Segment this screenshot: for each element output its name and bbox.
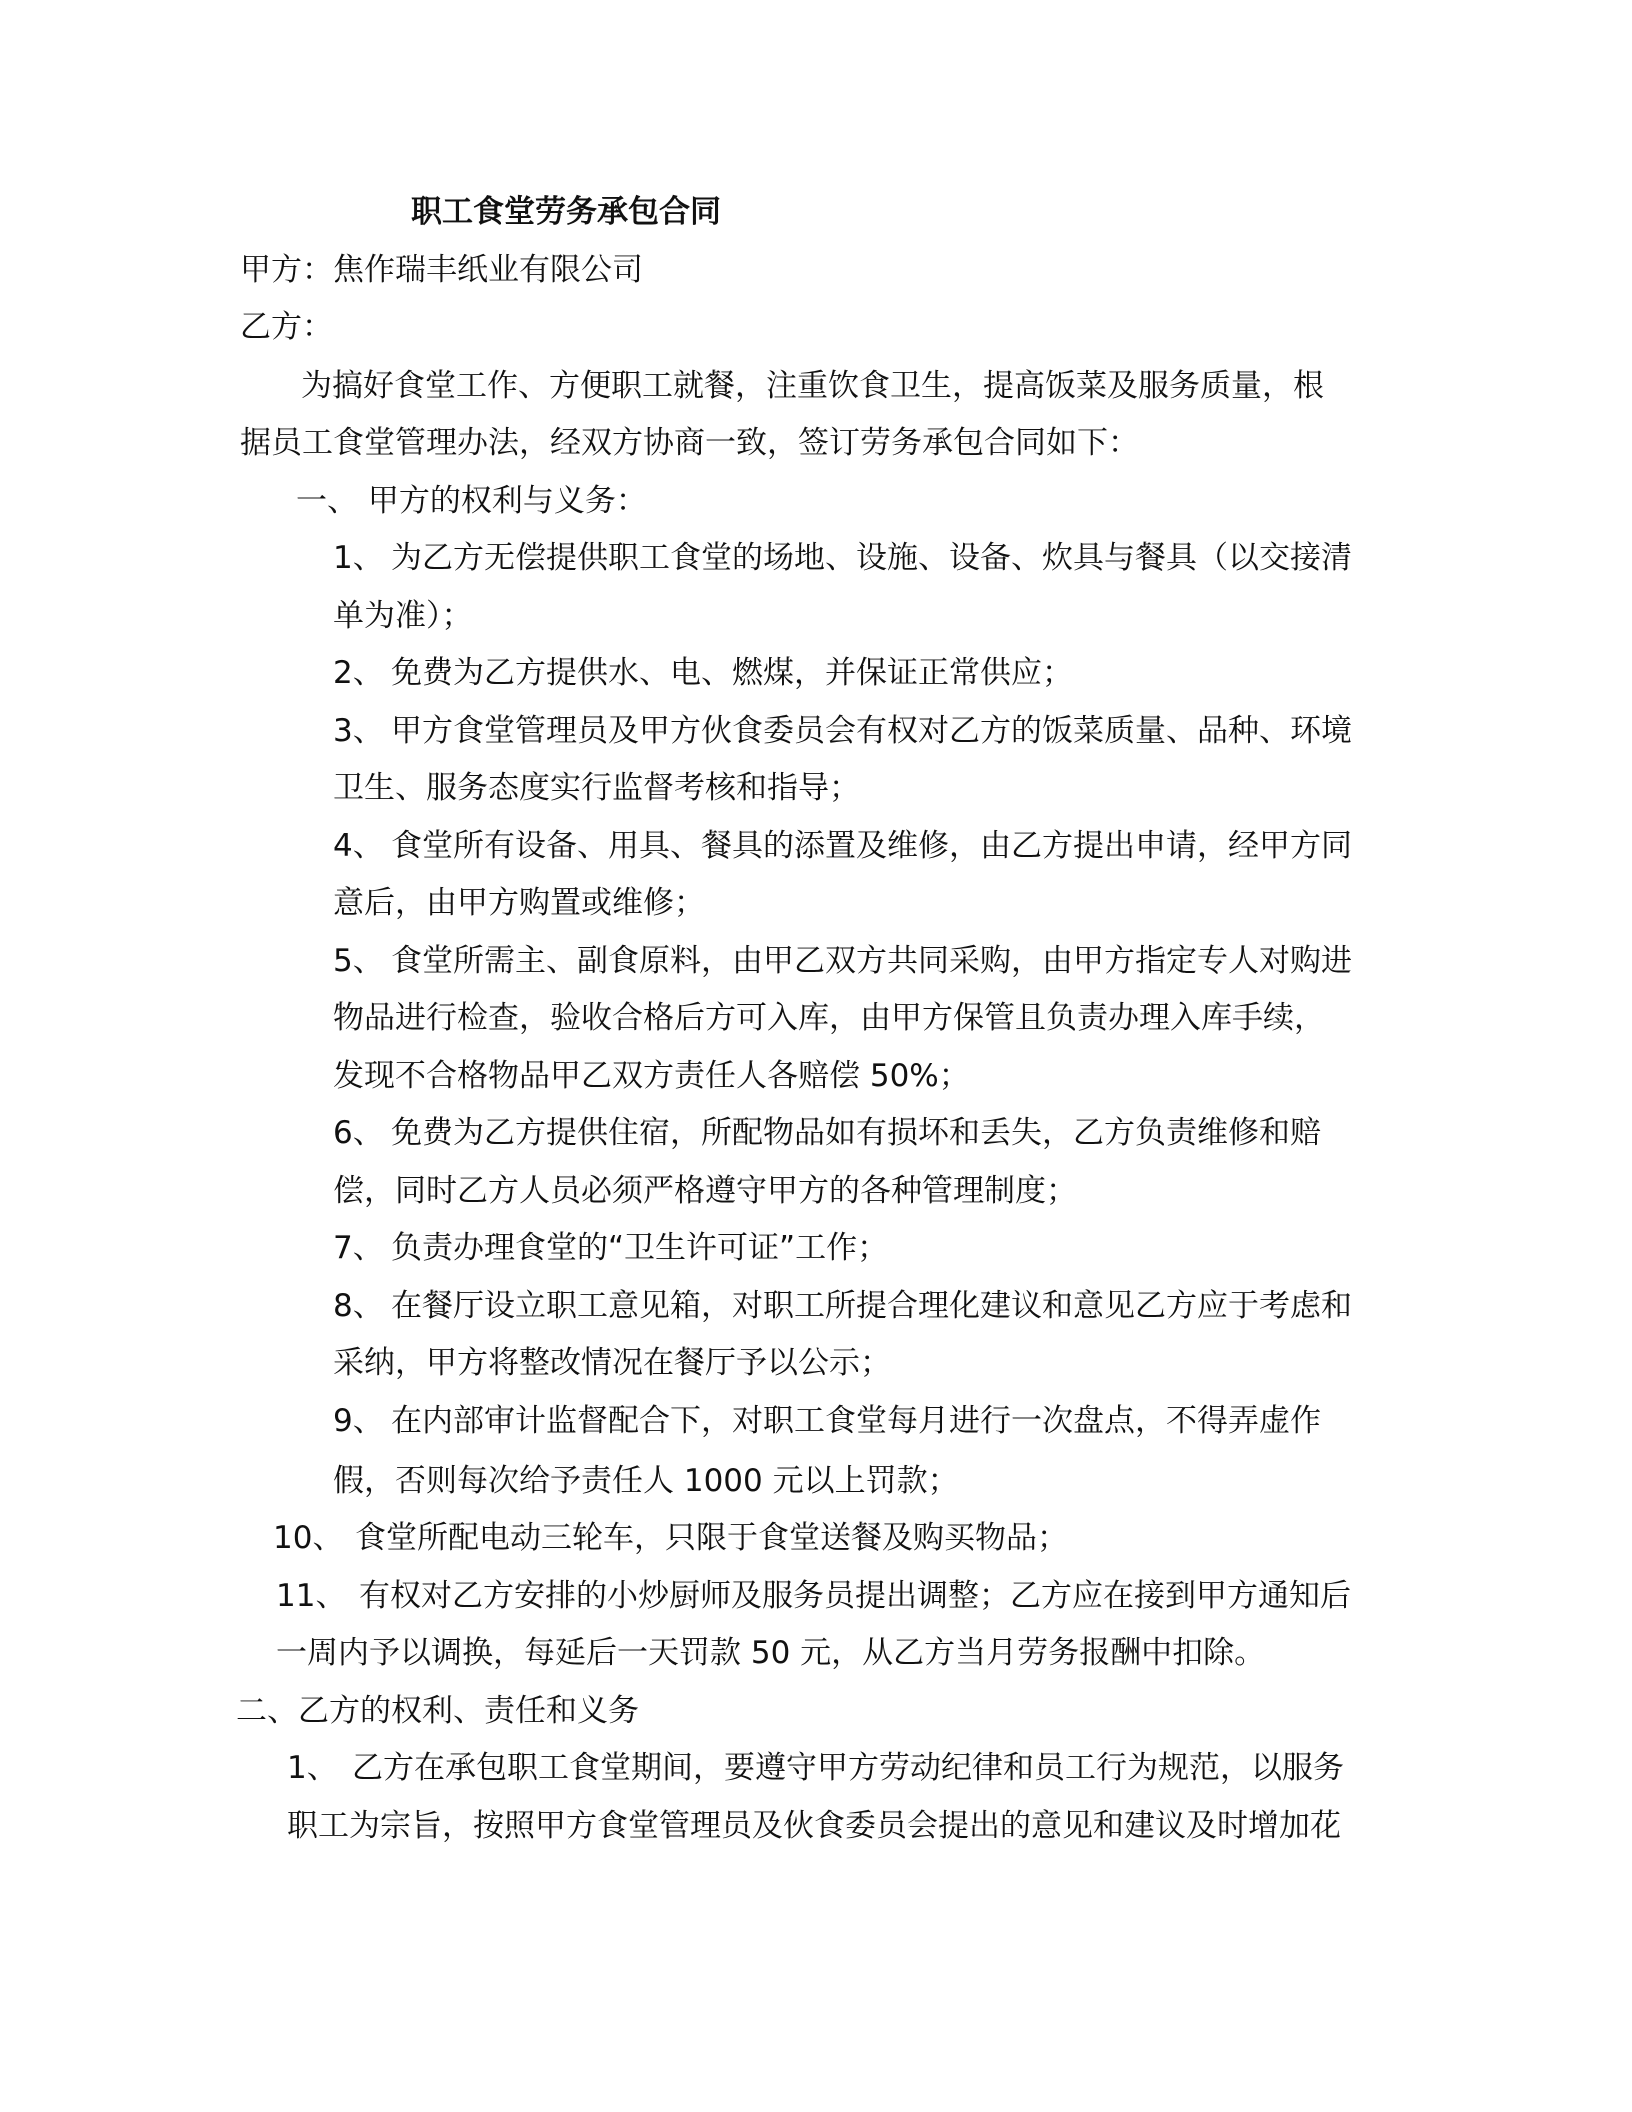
list-item-text: 乙方在承包职工食堂期间，要遵守甲方劳动纪律和员工行为规范，以服务 [352, 1750, 1344, 1786]
list-item-text: 采纳，甲方将整改情况在餐厅予以公示； [333, 1345, 891, 1381]
list-item-text: 食堂所配电动三轮车，只限于食堂送餐及购买物品； [355, 1520, 1068, 1556]
list-item-number: 8、 [333, 1288, 384, 1324]
list-item-number: 7、 [333, 1230, 384, 1266]
list-item-number: 6、 [333, 1115, 384, 1151]
list-item-text: 在内部审计监督配合下，对职工食堂每月进行一次盘点，不得弄虚作 [391, 1403, 1321, 1439]
list-item-number: 5、 [333, 943, 384, 979]
list-item-text: 甲方食堂管理员及甲方伙食委员会有权对乙方的饭菜质量、品种、环境 [391, 713, 1352, 749]
party-a: 甲方：焦作瑞丰纸业有限公司 [240, 252, 643, 288]
section-heading: 二、乙方的权利、责任和义务 [236, 1693, 639, 1729]
list-item-text: 发现不合格物品甲乙双方责任人各赔偿 50%； [333, 1058, 970, 1094]
list-item-number: 9、 [333, 1403, 384, 1439]
list-item-text: 职工为宗旨，按照甲方食堂管理员及伙食委员会提出的意见和建议及时增加花 [287, 1808, 1341, 1844]
list-item-number: 2、 [333, 655, 384, 691]
intro-line: 为搞好食堂工作、方便职工就餐，注重饮食卫生，提高饭菜及服务质量，根 [301, 368, 1324, 404]
document-title: 职工食堂劳务承包合同 [411, 194, 721, 230]
list-item-text: 有权对乙方安排的小炒厨师及服务员提出调整；乙方应在接到甲方通知后 [359, 1578, 1351, 1614]
list-item-number: 1、 [287, 1750, 338, 1786]
list-item-text: 负责办理食堂的“卫生许可证”工作； [391, 1230, 889, 1266]
intro-line: 据员工食堂管理办法，经双方协商一致，签订劳务承包合同如下： [240, 425, 1139, 461]
list-item-number: 10、 [273, 1520, 344, 1556]
list-item-number: 1、 [333, 540, 384, 576]
list-item-text: 为乙方无偿提供职工食堂的场地、设施、设备、炊具与餐具（以交接清 [391, 540, 1352, 576]
list-item-text: 卫生、服务态度实行监督考核和指导； [333, 770, 860, 806]
list-item-number: 3、 [333, 713, 384, 749]
list-item-number: 11、 [276, 1578, 347, 1614]
list-item-text: 食堂所有设备、用具、餐具的添置及维修，由乙方提出申请，经甲方同 [391, 828, 1352, 864]
list-item-text: 假，否则每次给予责任人 1000 元以上罚款； [333, 1463, 959, 1499]
list-item-text: 免费为乙方提供水、电、燃煤，并保证正常供应； [391, 655, 1073, 691]
party-b: 乙方： [240, 309, 333, 345]
section-heading: 一、 甲方的权利与义务： [296, 483, 647, 519]
list-item-text: 食堂所需主、副食原料，由甲乙双方共同采购，由甲方指定专人对购进 [391, 943, 1352, 979]
list-item-text: 意后，由甲方购置或维修； [333, 885, 705, 921]
list-item-text: 偿，同时乙方人员必须严格遵守甲方的各种管理制度； [333, 1173, 1077, 1209]
list-item-text: 免费为乙方提供住宿，所配物品如有损坏和丢失，乙方负责维修和赔 [391, 1115, 1321, 1151]
list-item-text: 在餐厅设立职工意见箱，对职工所提合理化建议和意见乙方应于考虑和 [391, 1288, 1352, 1324]
list-item-number: 4、 [333, 828, 384, 864]
list-item-text: 单为准）； [333, 598, 473, 634]
list-item-text: 物品进行检查，验收合格后方可入库，由甲方保管且负责办理入库手续， [333, 1000, 1325, 1036]
list-item-text: 一周内予以调换，每延后一天罚款 50 元，从乙方当月劳务报酬中扣除。 [276, 1635, 1266, 1671]
